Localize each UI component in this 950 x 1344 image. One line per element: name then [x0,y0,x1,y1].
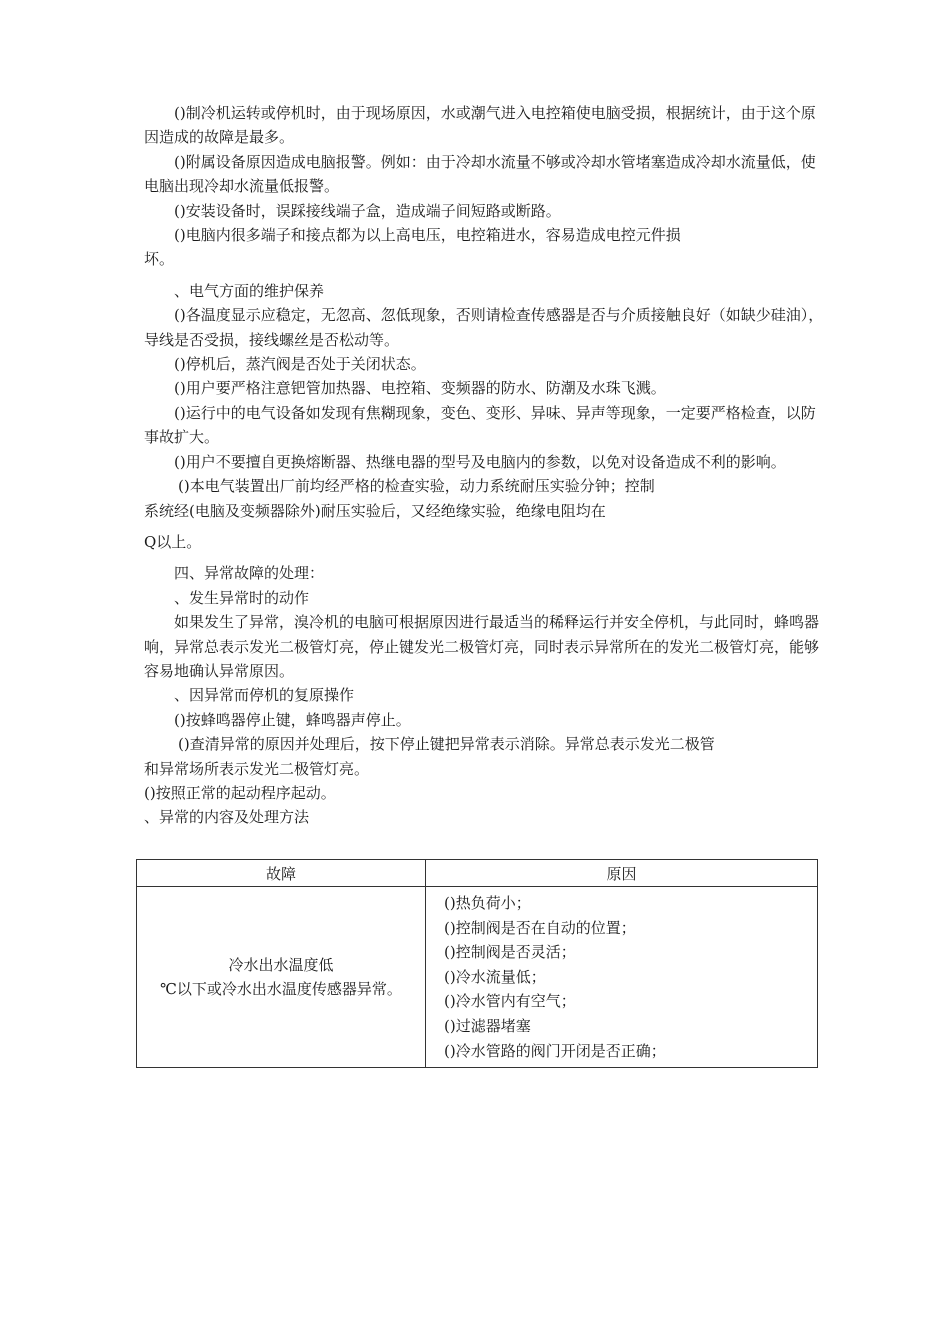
cause-item: ()冷水管内有空气； [444,992,576,1011]
cause-item: ()冷水流量低； [444,967,546,986]
cause-item: ()冷水管路的阀门开闭是否正确； [444,1041,666,1060]
table-header-cause: 原因 [426,860,818,887]
paragraph-temperature-display: ()各温度显示应稳定，无忽高、忽低现象，否则请检查传感器是否与介质接触良好（如缺少硅油），导线是否受损，接线螺丝是否松动等。 [144,306,824,349]
fault-cell [137,887,426,1068]
paragraph-factory-test: ()本电气装置出厂前均经严格的检查实验，动力系统耐压实验分钟；控制 [178,477,655,496]
fault-line: 冷水出水温度低 [228,956,334,975]
cause-item: ()控制阀是否在自动的位置； [444,918,636,937]
paragraph-auxiliary-alarm: ()附属设备原因造成电脑报警。例如：由于冷却水流量不够或冷却水管堵塞造成冷却水流量低，使电脑出现冷却水流量低报警。 [144,152,816,196]
section-fault-handling: 四、异常故障的处理： [174,564,325,583]
document-body [144,101,824,830]
paragraph-waterproof: ()用户要严格注意钯管加热器、电控箱、变频器的防水、防潮及水珠飞溅。 [174,379,666,398]
cause-item: ()过滤器堵塞 [444,1016,531,1035]
table-header-row [137,860,818,887]
paragraph-water-damage: ()制冷机运转或停机时，由于现场原因，水或潮气进入电控箱使电脑受损，根据统计，由于这个原因造成的故障是最多。 [144,104,816,147]
paragraph-factory-test-cont: 系统经(电脑及变频器除外)耐压实验后，又经绝缘实验，绝缘电阻均在 [144,501,606,520]
paragraph-abnormal-check: ()运行中的电气设备如发现有焦糊现象，变色、变形、异味、异声等现象，一定要严格检查，以防事故扩大。 [144,403,816,447]
fault-line: ℃以下或冷水出水温度传感器异常。 [160,980,402,999]
table-header-fault: 故障 [137,860,426,887]
paragraph-abnormal-description: 如果发生了异常，溴冷机的电脑可根据原因进行最适当的稀释运行并安全停机，与此同时，蜂鸣器响，异常总表示发光二极管灯亮，停止键发光二极管灯亮，同时表示异常所在的发光二极管灯亮，能够容易地确认异常原因。 [144,613,820,680]
cause-cell [426,887,818,1068]
paragraph-no-replacement: ()用户不要擅自更换熔断器、热继电器的型号及电脑内的参数，以免对设备造成不利的影响。 [174,452,786,471]
paragraph-terminal-short: ()安装设备时，误踩接线端子盒，造成端子间短路或断路。 [174,201,561,220]
cause-item: ()热负荷小； [444,894,531,912]
paragraph-stop-buzzer: ()按蜂鸣器停止键，蜂鸣器声停止。 [174,710,411,729]
subsection-abnormal-action: 、发生异常时的动作 [174,588,310,607]
paragraph-restart: ()按照正常的起动程序起动。 [144,783,336,802]
paragraph-high-voltage-cont: 坏。 [144,250,175,269]
paragraph-clear-abnormal: ()查清异常的原因并处理后，按下停止键把异常表示消除。异常总表示发光二极管 [178,735,715,754]
paragraph-insulation-value: Q以上。 [144,532,202,551]
cause-item: ()控制阀是否灵活； [444,943,576,962]
paragraph-high-voltage: ()电脑内很多端子和接点都为以上高电压，电控箱进水，容易造成电控元件损 [174,226,681,245]
subsection-fault-content: 、异常的内容及处理方法 [144,808,310,827]
subsection-restore-operation: 、因异常而停机的复原操作 [174,686,355,705]
table-row [137,887,818,1068]
fault-table [136,859,818,1068]
paragraph-steam-valve: ()停机后，蒸汽阀是否处于关闭状态。 [174,355,426,374]
section-electrical-maintenance: 、电气方面的维护保养 [174,281,325,300]
paragraph-clear-abnormal-cont: 和异常场所表示发光二极管灯亮。 [144,759,370,778]
